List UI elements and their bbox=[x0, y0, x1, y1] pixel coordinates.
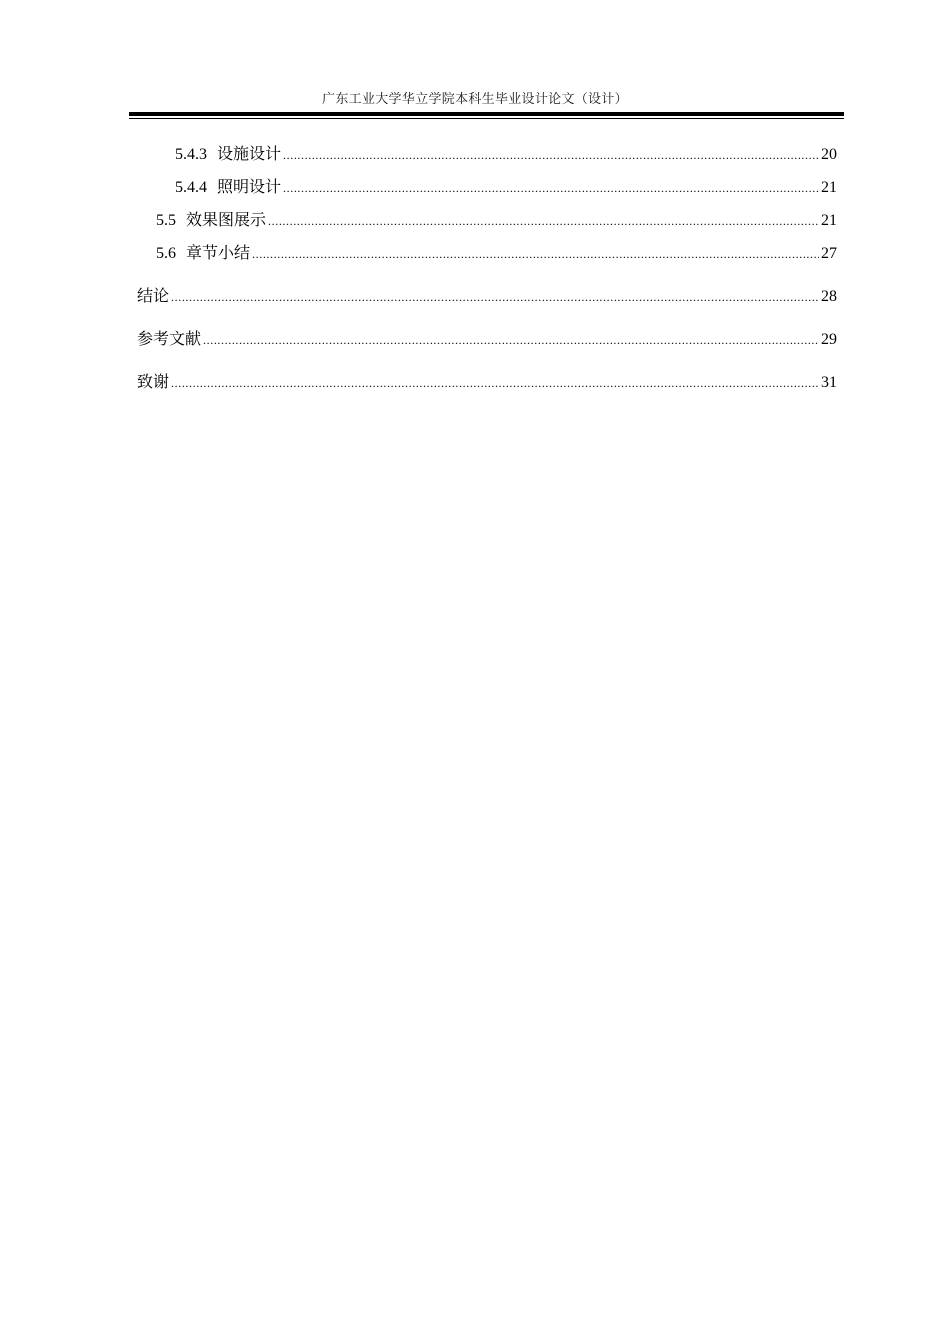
toc-dot-leader bbox=[283, 177, 819, 198]
toc-entry-title: 照明设计 bbox=[217, 177, 282, 196]
toc-entry-references[interactable] bbox=[137, 329, 837, 350]
toc-entry-number: 5.4.3 bbox=[175, 146, 207, 163]
toc-entry-title: 效果图展示 bbox=[186, 210, 267, 229]
toc-dot-leader bbox=[171, 372, 819, 393]
toc-entry-page: 28 bbox=[821, 288, 837, 305]
toc-entry-acknowledgements[interactable] bbox=[137, 372, 837, 393]
toc-entry-title: 参考文献 bbox=[137, 329, 202, 348]
toc-entry-page: 29 bbox=[821, 331, 837, 348]
header-rule-thin bbox=[129, 118, 844, 119]
toc-entry-page: 20 bbox=[821, 146, 837, 163]
toc-entry-conclusion[interactable] bbox=[137, 286, 837, 307]
toc-dot-leader bbox=[283, 144, 819, 165]
running-header: 广东工业大学华立学院本科生毕业设计论文（设计） bbox=[322, 92, 628, 107]
toc-entry-5-4-3[interactable] bbox=[175, 144, 837, 165]
toc-dot-leader bbox=[203, 329, 819, 350]
toc-entry-title: 结论 bbox=[137, 286, 170, 305]
toc-entry-5-4-4[interactable] bbox=[175, 177, 837, 198]
toc-entry-page: 31 bbox=[821, 374, 837, 391]
toc-entry-5-6[interactable] bbox=[156, 243, 837, 264]
toc-entry-title: 设施设计 bbox=[217, 144, 282, 163]
toc-entry-page: 21 bbox=[821, 212, 837, 229]
toc-entry-number: 5.6 bbox=[156, 245, 176, 262]
header-rule-thick bbox=[129, 112, 844, 116]
toc-entry-page: 27 bbox=[821, 245, 837, 262]
toc-dot-leader bbox=[268, 210, 819, 231]
toc-entry-title: 致谢 bbox=[137, 372, 170, 391]
toc-dot-leader bbox=[252, 243, 819, 264]
toc-entry-page: 21 bbox=[821, 179, 837, 196]
toc-entry-number: 5.4.4 bbox=[175, 179, 207, 196]
toc-entry-5-5[interactable] bbox=[156, 210, 837, 231]
toc-dot-leader bbox=[171, 286, 819, 307]
toc-entry-number: 5.5 bbox=[156, 212, 176, 229]
toc-entry-title: 章节小结 bbox=[186, 243, 251, 262]
